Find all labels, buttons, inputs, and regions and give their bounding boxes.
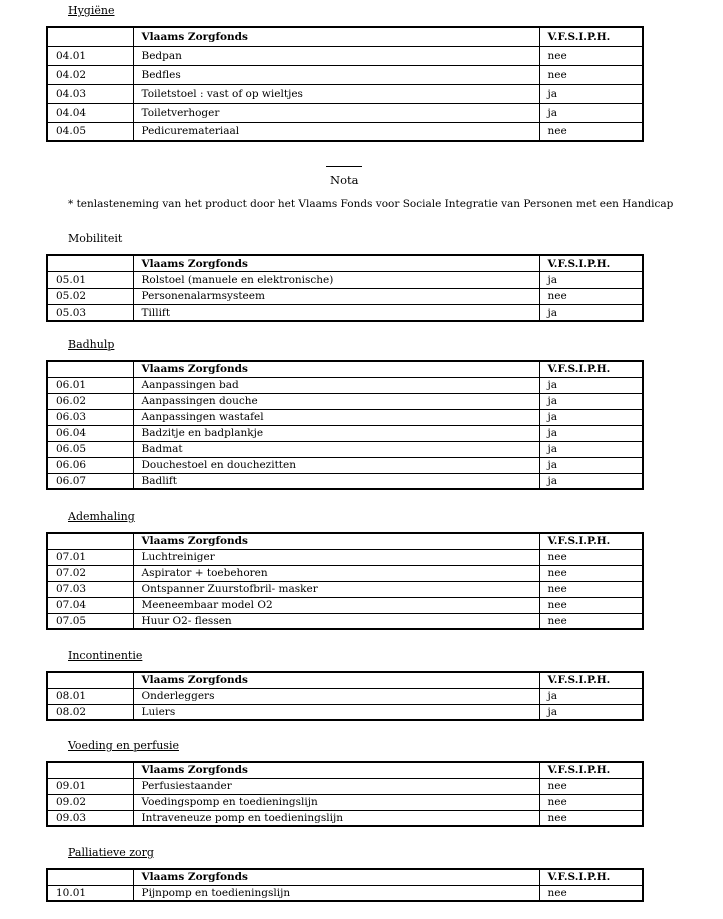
- vfsiph-cell: ja: [539, 704, 643, 720]
- header-fund-cell: Vlaams Zorgfonds: [133, 361, 539, 377]
- table-header-row: [47, 533, 643, 549]
- vfsiph-cell: ja: [539, 473, 643, 489]
- header-vfsiph-cell: V.F.S.I.P.H.: [539, 869, 643, 885]
- header-fund-cell: Vlaams Zorgfonds: [133, 255, 539, 272]
- code-cell: 10.01: [47, 885, 133, 901]
- header-fund-cell: Vlaams Zorgfonds: [133, 533, 539, 549]
- vfsiph-cell: nee: [539, 581, 643, 597]
- vfsiph-cell: ja: [539, 457, 643, 473]
- code-cell: 07.03: [47, 581, 133, 597]
- table-row: [47, 122, 643, 141]
- section-heading: Hygiëne: [68, 4, 115, 17]
- table-header-row: [47, 762, 643, 778]
- product-cell: Luiers: [133, 704, 539, 720]
- vfsiph-cell: nee: [539, 794, 643, 810]
- product-cell: Meeneembaar model O2: [133, 597, 539, 613]
- vfsiph-cell: nee: [539, 613, 643, 629]
- header-code-cell: [47, 533, 133, 549]
- code-cell: 06.04: [47, 425, 133, 441]
- section-heading: Badhulp: [68, 338, 115, 351]
- product-cell: Bedfles: [133, 65, 539, 84]
- header-vfsiph-cell: V.F.S.I.P.H.: [539, 27, 643, 46]
- product-cell: Luchtreiniger: [133, 549, 539, 565]
- header-vfsiph-cell: V.F.S.I.P.H.: [539, 533, 643, 549]
- code-cell: 06.06: [47, 457, 133, 473]
- code-cell: 06.07: [47, 473, 133, 489]
- table-row: [47, 885, 643, 901]
- vfsiph-cell: nee: [539, 885, 643, 901]
- code-cell: 07.02: [47, 565, 133, 581]
- vfsiph-cell: ja: [539, 393, 643, 409]
- code-cell: 06.05: [47, 441, 133, 457]
- table-row: [47, 84, 643, 103]
- vfsiph-cell: ja: [539, 103, 643, 122]
- code-cell: 07.05: [47, 613, 133, 629]
- code-cell: 09.01: [47, 778, 133, 794]
- table-row: [47, 688, 643, 704]
- table-row: [47, 272, 643, 289]
- product-cell: Onderleggers: [133, 688, 539, 704]
- code-cell: 04.01: [47, 46, 133, 65]
- table-row: [47, 810, 643, 826]
- table-row: [47, 305, 643, 322]
- product-cell: Pijnpomp en toedieningslijn: [133, 885, 539, 901]
- product-cell: Aanpassingen douche: [133, 393, 539, 409]
- section-table: [46, 671, 644, 721]
- vfsiph-cell: nee: [539, 288, 643, 305]
- header-fund-cell: Vlaams Zorgfonds: [133, 762, 539, 778]
- product-cell: Aanpassingen bad: [133, 377, 539, 393]
- vfsiph-cell: ja: [539, 688, 643, 704]
- section-table: [46, 360, 644, 490]
- code-cell: 08.01: [47, 688, 133, 704]
- product-cell: Badzitje en badplankje: [133, 425, 539, 441]
- vfsiph-cell: ja: [539, 272, 643, 289]
- code-cell: 04.04: [47, 103, 133, 122]
- table-row: [47, 778, 643, 794]
- code-cell: 09.02: [47, 794, 133, 810]
- product-cell: Tillift: [133, 305, 539, 322]
- code-cell: 05.01: [47, 272, 133, 289]
- header-code-cell: [47, 762, 133, 778]
- header-fund-cell: Vlaams Zorgfonds: [133, 869, 539, 885]
- vfsiph-cell: nee: [539, 597, 643, 613]
- header-fund-cell: Vlaams Zorgfonds: [133, 27, 539, 46]
- vfsiph-cell: nee: [539, 122, 643, 141]
- table-row: [47, 409, 643, 425]
- header-fund-cell: Vlaams Zorgfonds: [133, 672, 539, 688]
- code-cell: 07.01: [47, 549, 133, 565]
- product-cell: Huur O2- flessen: [133, 613, 539, 629]
- vfsiph-cell: nee: [539, 778, 643, 794]
- header-vfsiph-cell: V.F.S.I.P.H.: [539, 672, 643, 688]
- vfsiph-cell: ja: [539, 409, 643, 425]
- table-row: [47, 549, 643, 565]
- code-cell: 04.05: [47, 122, 133, 141]
- table-header-row: [47, 672, 643, 688]
- product-cell: Douchestoel en douchezitten: [133, 457, 539, 473]
- code-cell: 08.02: [47, 704, 133, 720]
- header-code-cell: [47, 869, 133, 885]
- product-cell: Badlift: [133, 473, 539, 489]
- code-cell: 06.02: [47, 393, 133, 409]
- product-cell: Pedicuremateriaal: [133, 122, 539, 141]
- header-vfsiph-cell: V.F.S.I.P.H.: [539, 762, 643, 778]
- table-row: [47, 613, 643, 629]
- table-row: [47, 103, 643, 122]
- vfsiph-cell: ja: [539, 377, 643, 393]
- section-table: [46, 254, 644, 322]
- vfsiph-cell: ja: [539, 305, 643, 322]
- table-row: [47, 597, 643, 613]
- header-vfsiph-cell: V.F.S.I.P.H.: [539, 255, 643, 272]
- table-header-row: [47, 27, 643, 46]
- product-cell: Aanpassingen wastafel: [133, 409, 539, 425]
- product-cell: Toiletstoel : vast of op wieltjes: [133, 84, 539, 103]
- section-heading: Palliatieve zorg: [68, 846, 154, 859]
- table-row: [47, 581, 643, 597]
- code-cell: 06.01: [47, 377, 133, 393]
- table-row: [47, 65, 643, 84]
- product-cell: Aspirator + toebehoren: [133, 565, 539, 581]
- header-code-cell: [47, 361, 133, 377]
- table-row: [47, 794, 643, 810]
- table-row: [47, 704, 643, 720]
- section-table: [46, 26, 644, 142]
- table-row: [47, 473, 643, 489]
- section-table: [46, 761, 644, 827]
- vfsiph-cell: nee: [539, 549, 643, 565]
- code-cell: 04.02: [47, 65, 133, 84]
- table-row: [47, 46, 643, 65]
- vfsiph-cell: nee: [539, 810, 643, 826]
- code-cell: 05.03: [47, 305, 133, 322]
- vfsiph-cell: ja: [539, 441, 643, 457]
- code-cell: 07.04: [47, 597, 133, 613]
- vfsiph-cell: nee: [539, 565, 643, 581]
- header-code-cell: [47, 27, 133, 46]
- table-header-row: [47, 361, 643, 377]
- product-cell: Rolstoel (manuele en elektronische): [133, 272, 539, 289]
- code-cell: 05.02: [47, 288, 133, 305]
- product-cell: Badmat: [133, 441, 539, 457]
- product-cell: Intraveneuze pomp en toedieningslijn: [133, 810, 539, 826]
- section-heading: Ademhaling: [68, 510, 135, 523]
- product-cell: Toiletverhoger: [133, 103, 539, 122]
- section-heading: Incontinentie: [68, 649, 143, 662]
- table-row: [47, 425, 643, 441]
- code-cell: 04.03: [47, 84, 133, 103]
- table-header-row: [47, 255, 643, 272]
- header-code-cell: [47, 255, 133, 272]
- table-header-row: [47, 869, 643, 885]
- header-vfsiph-cell: V.F.S.I.P.H.: [539, 361, 643, 377]
- header-code-cell: [47, 672, 133, 688]
- table-row: [47, 377, 643, 393]
- nota-title: Nota: [330, 173, 359, 187]
- table-row: [47, 441, 643, 457]
- vfsiph-cell: ja: [539, 84, 643, 103]
- vfsiph-cell: ja: [539, 425, 643, 441]
- section-heading: Voeding en perfusie: [68, 739, 179, 752]
- vfsiph-cell: nee: [539, 46, 643, 65]
- product-cell: Personenalarmsysteem: [133, 288, 539, 305]
- section-heading: Mobiliteit: [68, 232, 123, 245]
- table-row: [47, 288, 643, 305]
- code-cell: 06.03: [47, 409, 133, 425]
- product-cell: Ontspanner Zuurstofbril- masker: [133, 581, 539, 597]
- product-cell: Voedingspomp en toedieningslijn: [133, 794, 539, 810]
- section-table: [46, 868, 644, 902]
- nota-text: * tenlasteneming van het product door het Vlaams Fonds voor Sociale Integratie van Personen met een Handicap: [68, 198, 674, 210]
- table-row: [47, 457, 643, 473]
- table-row: [47, 565, 643, 581]
- section-table: [46, 532, 644, 630]
- product-cell: Bedpan: [133, 46, 539, 65]
- table-row: [47, 393, 643, 409]
- product-cell: Perfusiestaander: [133, 778, 539, 794]
- nota-rule: [326, 166, 362, 167]
- code-cell: 09.03: [47, 810, 133, 826]
- vfsiph-cell: nee: [539, 65, 643, 84]
